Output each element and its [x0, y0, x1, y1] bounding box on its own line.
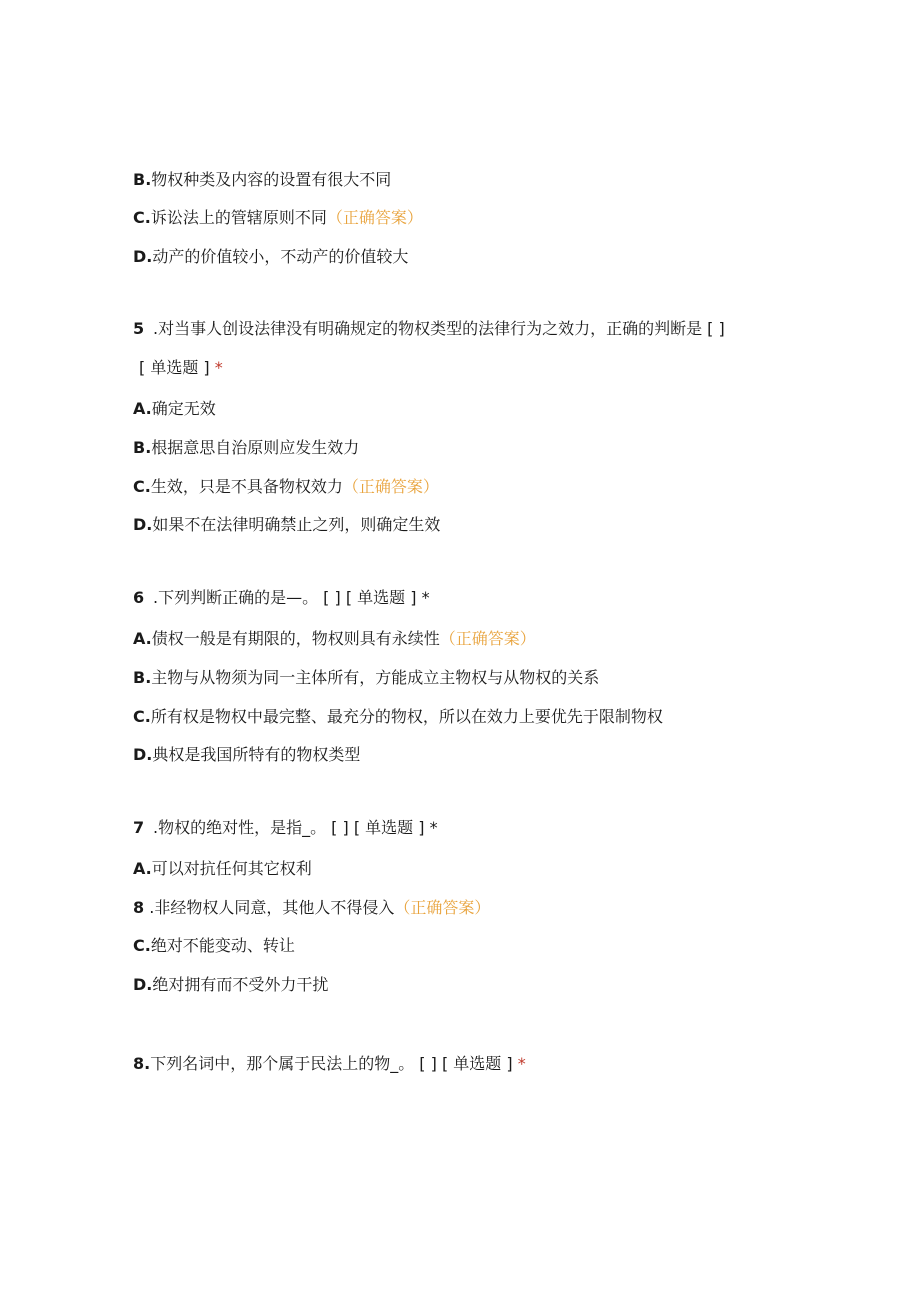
option-label: A.	[133, 859, 152, 878]
option-text: 绝对不能变动、转让	[150, 936, 295, 955]
q6-option-a[interactable]	[133, 628, 536, 650]
option-text: 主物与从物须为同一主体所有，方能成立主物权与从物权的关系	[151, 668, 600, 687]
option-label: B.	[133, 438, 152, 457]
q6-option-d[interactable]	[133, 744, 360, 766]
required-star: *	[517, 1054, 526, 1073]
q7-option-a[interactable]	[133, 858, 312, 880]
question-type: [ 单选题 ]	[139, 358, 210, 377]
question-number: 5	[133, 319, 145, 338]
q6-option-c[interactable]	[133, 706, 663, 728]
q8-title	[133, 1053, 526, 1075]
option-label: 8	[133, 898, 145, 917]
option-label: D.	[133, 515, 153, 534]
option-label: B.	[133, 668, 152, 687]
option-text: 确定无效	[151, 399, 216, 418]
q5-option-d[interactable]	[133, 514, 440, 536]
option-text: 债权一般是有期限的，物权则具有永续性	[151, 629, 440, 648]
question-number: 6	[133, 588, 145, 607]
option-label: D.	[133, 975, 153, 994]
q6-option-b[interactable]	[133, 667, 599, 689]
q4-option-b[interactable]	[133, 169, 391, 191]
option-text: 物权种类及内容的设置有很大不同	[151, 170, 392, 189]
option-text: 可以对抗任何其它权利	[151, 859, 312, 878]
correct-answer-tag: （正确答案）	[394, 898, 491, 917]
question-text: 下列名词中，那个属于民法上的物_。 [ ] [ 单选题 ]	[150, 1054, 518, 1073]
option-text: 诉讼法上的管辖原则不同	[150, 208, 327, 227]
option-label: B.	[133, 170, 152, 189]
q7-option-d[interactable]	[133, 974, 328, 996]
question-text: .物权的绝对性，是指_。 [ ] [ 单选题 ] *	[153, 818, 438, 837]
q4-option-d[interactable]	[133, 246, 408, 268]
option-label: D.	[133, 247, 153, 266]
option-text: 生效，只是不具备物权效力	[150, 477, 343, 496]
q5-option-c[interactable]	[133, 476, 439, 498]
question-text: .对当事人创设法律没有明确规定的物权类型的法律行为之效力，正确的判断是 [ ]	[153, 319, 725, 338]
option-label: C.	[133, 707, 151, 726]
q5-option-a[interactable]	[133, 398, 216, 420]
q6-title	[133, 587, 430, 609]
option-text: 动产的价值较小，不动产的价值较大	[152, 247, 409, 266]
question-text: .下列判断正确的是—。 [ ] [ 单选题 ] *	[153, 588, 430, 607]
q4-option-c[interactable]	[133, 207, 423, 229]
option-text: 典权是我国所特有的物权类型	[152, 745, 361, 764]
required-star: *	[214, 358, 223, 377]
option-label: C.	[133, 477, 151, 496]
q7-option-c[interactable]	[133, 935, 295, 957]
option-text: 绝对拥有而不受外力干扰	[152, 975, 329, 994]
option-label: A.	[133, 399, 152, 418]
option-text: 根据意思自治原则应发生效力	[151, 438, 360, 457]
option-text: .非经物权人同意，其他人不得侵入	[144, 898, 395, 917]
question-number: 8.	[133, 1054, 151, 1073]
option-text: 所有权是物权中最完整、最充分的物权，所以在效力上要优先于限制物权	[150, 707, 663, 726]
q7-option-b[interactable]	[133, 897, 490, 919]
q5-option-b[interactable]	[133, 437, 359, 459]
correct-answer-tag: （正确答案）	[342, 477, 439, 496]
option-label: C.	[133, 208, 151, 227]
correct-answer-tag: （正确答案）	[439, 629, 536, 648]
option-label: C.	[133, 936, 151, 955]
q7-title	[133, 817, 438, 839]
q5-type	[139, 357, 223, 379]
option-label: D.	[133, 745, 153, 764]
option-label: A.	[133, 629, 152, 648]
correct-answer-tag: （正确答案）	[326, 208, 423, 227]
q5-title	[133, 318, 725, 340]
question-number: 7	[133, 818, 145, 837]
option-text: 如果不在法律明确禁止之列，则确定生效	[152, 515, 441, 534]
